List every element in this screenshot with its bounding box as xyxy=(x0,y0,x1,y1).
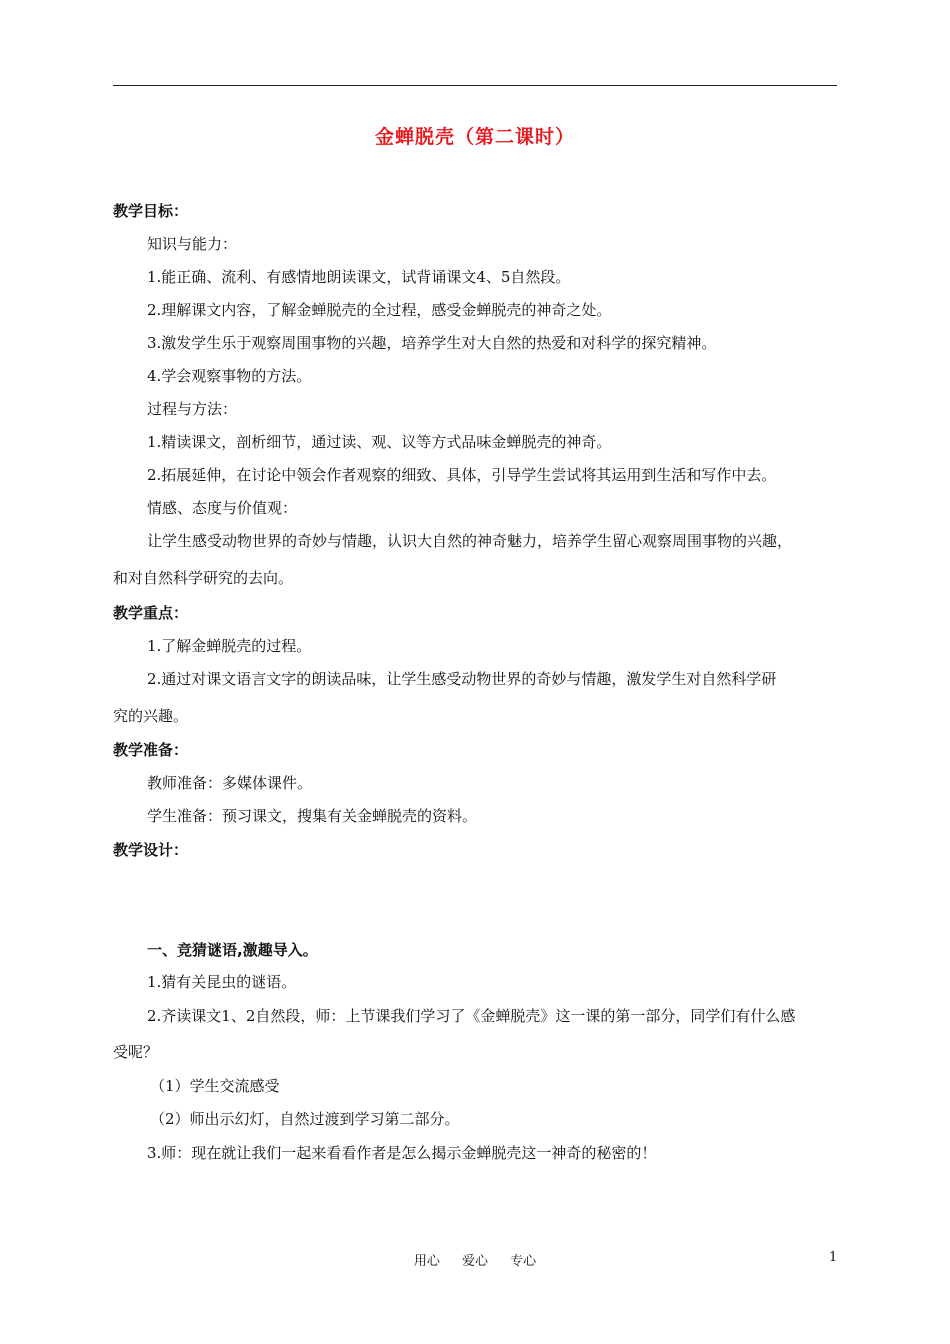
process-label: 过程与方法： xyxy=(147,400,238,418)
key-point-item: 1.了解金蝉脱壳的过程。 xyxy=(147,637,312,655)
student-preparation: 学生准备：预习课文，搜集有关金蝉脱壳的资料。 xyxy=(147,807,478,825)
design-substep: （1）学生交流感受 xyxy=(150,1077,280,1095)
design-substep: （2）师出示幻灯，自然过渡到学习第二部分。 xyxy=(150,1110,460,1128)
footer-motto xyxy=(0,1250,950,1269)
header-rule xyxy=(113,85,837,86)
footer-word: 用心 xyxy=(413,1254,440,1269)
emotion-text: 让学生感受动物世界的奇妙与情趣，认识大自然的神奇魅力，培养学生留心观察周围事物的兴趣， xyxy=(147,532,793,550)
footer-word: 爱心 xyxy=(461,1254,488,1269)
design-step: 3.师：现在就让我们一起来看看作者是怎么揭示金蝉脱壳这一神奇的秘密的！ xyxy=(147,1144,657,1162)
knowledge-item: 3.激发学生乐于观察周围事物的兴趣，培养学生对大自然的热爱和对科学的探究精神。 xyxy=(147,334,717,352)
design-step: 2.齐读课文1、2自然段，师：上节课我们学习了《金蝉脱壳》这一课的第一部分，同学们有什么感 xyxy=(147,1007,796,1025)
page-number: 1 xyxy=(829,1250,838,1265)
design-step: 1.猜有关昆虫的谜语。 xyxy=(147,973,297,991)
key-points-heading: 教学重点： xyxy=(113,604,189,622)
key-point-item-continued: 究的兴趣。 xyxy=(113,707,189,725)
design-step-continued: 受呢？ xyxy=(113,1043,159,1061)
section-title: 一、竞猜谜语,激趣导入。 xyxy=(147,941,318,959)
knowledge-label: 知识与能力： xyxy=(147,235,238,253)
key-point-item: 2.通过对课文语言文字的朗读品味，让学生感受动物世界的奇妙与情趣，激发学生对自然科学研 xyxy=(147,670,777,688)
process-item: 2.拓展延伸，在讨论中领会作者观察的细致、具体，引导学生尝试将其运用到生活和写作中去。 xyxy=(147,466,777,484)
emotion-text-continued: 和对自然科学研究的去向。 xyxy=(113,569,294,587)
emotion-label: 情感、态度与价值观： xyxy=(147,499,298,517)
knowledge-item: 1.能正确、流利、有感情地朗读课文，试背诵课文4、5自然段。 xyxy=(147,268,571,286)
page-title: 金蝉脱壳（第二课时） xyxy=(374,126,575,148)
footer-word: 专心 xyxy=(510,1254,537,1269)
knowledge-item: 2.理解课文内容，了解金蝉脱壳的全过程，感受金蝉脱壳的神奇之处。 xyxy=(147,301,612,319)
objectives-heading: 教学目标： xyxy=(113,202,189,220)
preparation-heading: 教学准备： xyxy=(113,741,189,759)
knowledge-item: 4.学会观察事物的方法。 xyxy=(147,367,312,385)
process-item: 1.精读课文，剖析细节，通过读、观、议等方式品味金蝉脱壳的神奇。 xyxy=(147,433,612,451)
design-heading: 教学设计： xyxy=(113,841,189,859)
teacher-preparation: 教师准备：多媒体课件。 xyxy=(147,774,313,792)
